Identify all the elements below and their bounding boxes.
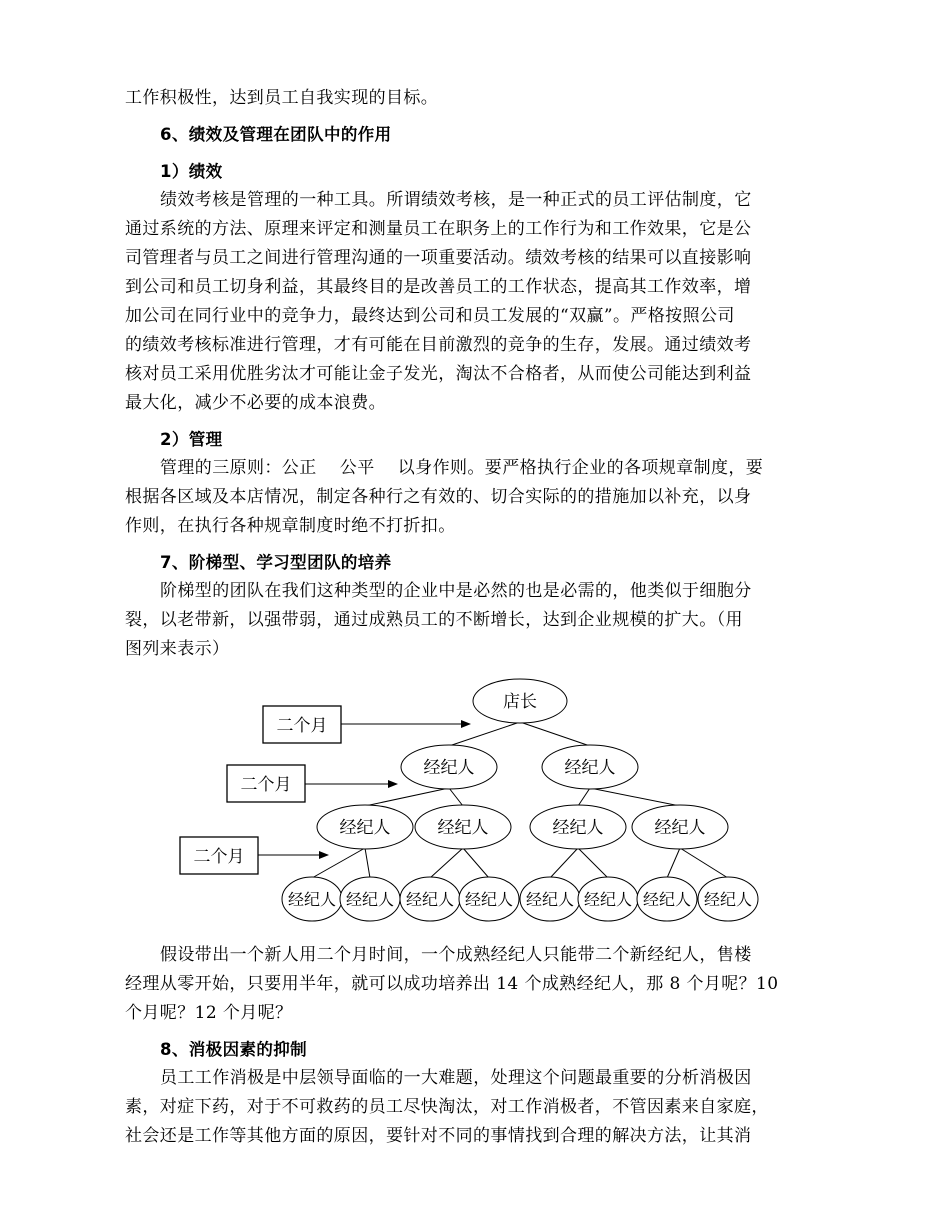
- store-manager-label: 店长: [503, 692, 537, 712]
- agent-label: 经纪人: [703, 890, 753, 909]
- paragraph-line: 最大化，减少不必要的成本浪费。: [125, 393, 386, 413]
- period-label-2: 二个月: [240, 775, 292, 795]
- paragraph-line: 作则，在执行各种规章制度时绝不打折扣。: [125, 516, 456, 536]
- paragraph-line: 个月呢？12 个月呢？: [125, 1003, 293, 1023]
- agent-label: 经纪人: [405, 890, 455, 909]
- agent-label: 经纪人: [437, 818, 489, 838]
- agent-label: 经纪人: [339, 818, 391, 838]
- paragraph-line: 根据各区域及本店情况，制定各种行之有效的、切合实际的的措施加以补充，以身: [125, 487, 752, 507]
- subsection-heading-performance: 1）绩效: [160, 162, 223, 181]
- section-heading-6: 6、绩效及管理在团队中的作用: [160, 125, 392, 144]
- paragraph-line: 阶梯型的团队在我们这种类型的企业中是必然的也是必需的，他类似于细胞分: [160, 581, 752, 601]
- agent-label: 经纪人: [345, 890, 395, 909]
- agent-label: 经纪人: [525, 890, 575, 909]
- section-heading-8: 8、消极因素的抑制: [160, 1040, 308, 1059]
- paragraph-line: 司管理者与员工之间进行管理沟通的一项重要活动。绩效考核的结果可以直接影响: [125, 248, 752, 268]
- section-heading-7: 7、阶梯型、学习型团队的培养: [160, 553, 392, 572]
- agent-label: 经纪人: [583, 890, 633, 909]
- agent-label: 经纪人: [564, 758, 616, 778]
- agent-label: 经纪人: [464, 890, 514, 909]
- paragraph-line: 加公司在同行业中的竞争力，最终达到公司和员工发展的“双赢”。严格按照公司: [125, 306, 735, 326]
- tree-connectors: [312, 722, 728, 878]
- paragraph-line: 素，对症下药，对于不可救药的员工尽快淘汰，对工作消极者，不管因素来自家庭，: [125, 1097, 769, 1117]
- agent-label: 经纪人: [423, 758, 475, 778]
- agent-label: 经纪人: [287, 890, 337, 909]
- paragraph-line: 核对员工采用优胜劣汰才可能让金子发光，淘汰不合格者，从而使公司能达到利益: [125, 364, 752, 384]
- paragraph-line: 社会还是工作等其他方面的原因，要针对不同的事情找到合理的解决方法，让其消: [125, 1126, 752, 1146]
- paragraph-line: 绩效考核是管理的一种工具。所谓绩效考核，是一种正式的员工评估制度，它: [160, 190, 752, 210]
- paragraph-line: 工作积极性，达到员工自我实现的目标。: [125, 88, 439, 108]
- paragraph-line: 图列来表示）: [125, 639, 230, 659]
- paragraph-line: 到公司和员工切身利益，其最终目的是改善员工的工作状态，提高其工作效率，增: [125, 277, 752, 297]
- paragraph-line: 裂，以老带新，以强带弱，通过成熟员工的不断增长，达到企业规模的扩大。（用: [125, 610, 743, 630]
- period-label-1: 二个月: [276, 716, 328, 736]
- paragraph-line: 经理从零开始，只要用半年，就可以成功培养出 14 个成熟经纪人，那 8 个月呢？10: [125, 974, 779, 994]
- paragraph-line: 员工工作消极是中层领导面临的一大难题，处理这个问题最重要的分析消极因: [160, 1068, 752, 1088]
- paragraph-line: 假设带出一个新人用二个月时间，一个成熟经纪人只能带二个新经纪人，售楼: [160, 945, 752, 965]
- agent-label: 经纪人: [654, 818, 706, 838]
- agent-label: 经纪人: [642, 890, 692, 909]
- subsection-heading-management: 2）管理: [160, 430, 223, 449]
- paragraph-line: 管理的三原则：公正 公平 以身作则。要严格执行企业的各项规章制度，要: [160, 458, 764, 478]
- paragraph-line: 的绩效考核标准进行管理，才有可能在目前激烈的竞争的生存，发展。通过绩效考: [125, 335, 752, 355]
- agent-label: 经纪人: [552, 818, 604, 838]
- period-label-3: 二个月: [193, 847, 245, 867]
- paragraph-line: 通过系统的方法、原理来评定和测量员工在职务上的工作行为和工作效果，它是公: [125, 219, 752, 239]
